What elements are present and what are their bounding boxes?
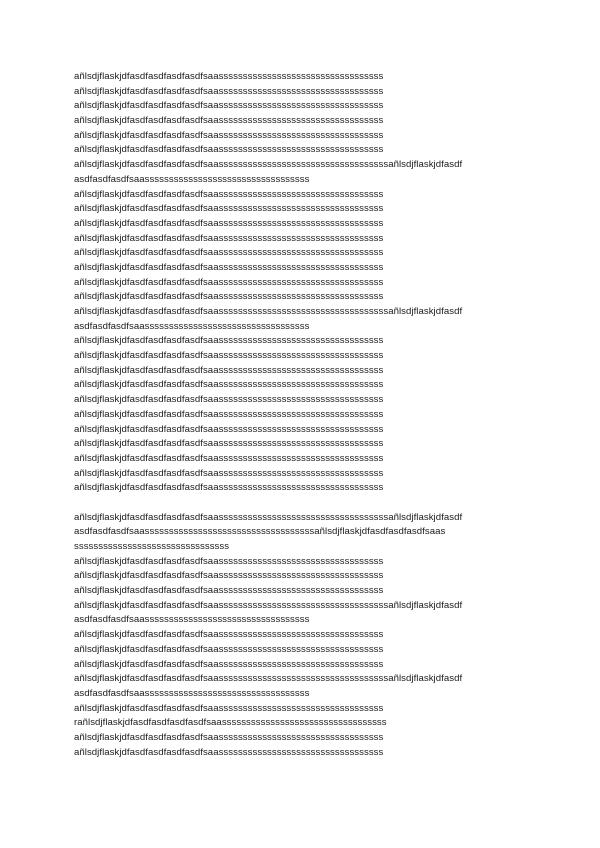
text-line: añlsdjflaskjdfasdfasdfasdfasdfsaassssssssssssssssssssssssssssssssss [74, 144, 384, 156]
text-line: asdfasdfasdfsaasssssssssssssssssssssssssssssssssssañlsdjflaskjdfasdfasdfasdfsaas [74, 526, 446, 538]
text-line: añlsdjflaskjdfasdfasdfasdfasdfsaassssssssssssssssssssssssssssssssss [74, 188, 384, 200]
paragraph [74, 70, 554, 496]
paragraph [74, 511, 554, 761]
text-line: añlsdjflaskjdfasdfasdfasdfasdfsaassssssssssssssssssssssssssssssssss [74, 570, 384, 582]
text-line: ssssssssssssssssssssssssssssssss [74, 541, 230, 552]
paragraph-spacer [74, 496, 554, 511]
text-line: añlsdjflaskjdfasdfasdfasdfasdfsaasssssssssssssssssssssssssssssssssssañlsdjflaskjdfasdf [74, 159, 463, 171]
text-line: añlsdjflaskjdfasdfasdfasdfasdfsaassssssssssssssssssssssssssssssssss [74, 85, 384, 97]
text-line: asdfasdfasdfsaassssssssssssssssssssssssssssssssss [74, 173, 310, 185]
text-line: añlsdjflaskjdfasdfasdfasdfasdfsaassssssssssssssssssssssssssssssssss [74, 217, 384, 229]
text-line: añlsdjflaskjdfasdfasdfasdfasdfsaassssssssssssssssssssssssssssssssss [74, 482, 384, 494]
text-line: añlsdjflaskjdfasdfasdfasdfasdfsaassssssssssssssssssssssssssssssssss [74, 232, 384, 244]
text-line: añlsdjflaskjdfasdfasdfasdfasdfsaassssssssssssssssssssssssssssssssss [74, 261, 384, 273]
text-line: añlsdjflaskjdfasdfasdfasdfasdfsaassssssssssssssssssssssssssssssssss [74, 276, 384, 288]
text-line: añlsdjflaskjdfasdfasdfasdfasdfsaasssssssssssssssssssssssssssssssssssañlsdjflaskjdfasdf [74, 599, 463, 611]
text-line: añlsdjflaskjdfasdfasdfasdfasdfsaassssssssssssssssssssssssssssssssss [74, 71, 384, 82]
text-line: añlsdjflaskjdfasdfasdfasdfasdfsaassssssssssssssssssssssssssssssssss [74, 394, 384, 406]
text-line: añlsdjflaskjdfasdfasdfasdfasdfsaassssssssssssssssssssssssssssssssss [74, 203, 384, 215]
text-line: añlsdjflaskjdfasdfasdfasdfasdfsaassssssssssssssssssssssssssssssssss [74, 555, 384, 567]
text-line: añlsdjflaskjdfasdfasdfasdfasdfsaassssssssssssssssssssssssssssssssss [74, 408, 384, 420]
text-line: rañlsdjflaskjdfasdfasdfasdfasdfsaassssssssssssssssssssssssssssssssss [74, 717, 387, 729]
text-line: añlsdjflaskjdfasdfasdfasdfasdfsaassssssssssssssssssssssssssssssssss [74, 629, 384, 641]
document-body [74, 70, 554, 760]
text-line: asdfasdfasdfsaassssssssssssssssssssssssssssssssss [74, 320, 310, 332]
text-line: añlsdjflaskjdfasdfasdfasdfasdfsaassssssssssssssssssssssssssssssssss [74, 350, 384, 362]
text-line: añlsdjflaskjdfasdfasdfasdfasdfsaassssssssssssssssssssssssssssssssss [74, 746, 384, 758]
text-line: añlsdjflaskjdfasdfasdfasdfasdfsaassssssssssssssssssssssssssssssssss [74, 423, 384, 435]
text-line: añlsdjflaskjdfasdfasdfasdfasdfsaassssssssssssssssssssssssssssssssss [74, 247, 384, 259]
text-line: añlsdjflaskjdfasdfasdfasdfasdfsaassssssssssssssssssssssssssssssssss [74, 129, 384, 141]
text-line: añlsdjflaskjdfasdfasdfasdfasdfsaassssssssssssssssssssssssssssssssss [74, 658, 384, 670]
text-line: añlsdjflaskjdfasdfasdfasdfasdfsaassssssssssssssssssssssssssssssssss [74, 452, 384, 464]
text-line: añlsdjflaskjdfasdfasdfasdfasdfsaassssssssssssssssssssssssssssssssss [74, 438, 384, 450]
text-line: añlsdjflaskjdfasdfasdfasdfasdfsaasssssssssssssssssssssssssssssssssssañlsdjflaskjdfasdf [74, 306, 463, 317]
text-line: añlsdjflaskjdfasdfasdfasdfasdfsaassssssssssssssssssssssssssssssssss [74, 585, 384, 597]
text-line: añlsdjflaskjdfasdfasdfasdfasdfsaassssssssssssssssssssssssssssssssss [74, 379, 384, 391]
text-line: añlsdjflaskjdfasdfasdfasdfasdfsaassssssssssssssssssssssssssssssssss [74, 702, 384, 714]
text-line: añlsdjflaskjdfasdfasdfasdfasdfsaassssssssssssssssssssssssssssssssss [74, 643, 384, 655]
text-line: añlsdjflaskjdfasdfasdfasdfasdfsaassssssssssssssssssssssssssssssssss [74, 335, 384, 347]
text-line: añlsdjflaskjdfasdfasdfasdfasdfsaasssssssssssssssssssssssssssssssssssañlsdjflaskjdfasdf [74, 673, 463, 685]
text-line: añlsdjflaskjdfasdfasdfasdfasdfsaassssssssssssssssssssssssssssssssss [74, 364, 384, 376]
text-line: añlsdjflaskjdfasdfasdfasdfasdfsaassssssssssssssssssssssssssssssssss [74, 467, 384, 479]
text-line: añlsdjflaskjdfasdfasdfasdfasdfsaasssssssssssssssssssssssssssssssssssañlsdjflaskjdfasdf [74, 511, 463, 523]
text-line: añlsdjflaskjdfasdfasdfasdfasdfsaassssssssssssssssssssssssssssssssss [74, 291, 384, 303]
text-line: añlsdjflaskjdfasdfasdfasdfasdfsaassssssssssssssssssssssssssssssssss [74, 100, 384, 112]
text-line: asdfasdfasdfsaassssssssssssssssssssssssssssssssss [74, 614, 310, 626]
text-line: añlsdjflaskjdfasdfasdfasdfasdfsaassssssssssssssssssssssssssssssssss [74, 115, 384, 127]
text-line: asdfasdfasdfsaassssssssssssssssssssssssssssssssss [74, 687, 310, 699]
text-line: añlsdjflaskjdfasdfasdfasdfasdfsaassssssssssssssssssssssssssssssssss [74, 731, 384, 743]
